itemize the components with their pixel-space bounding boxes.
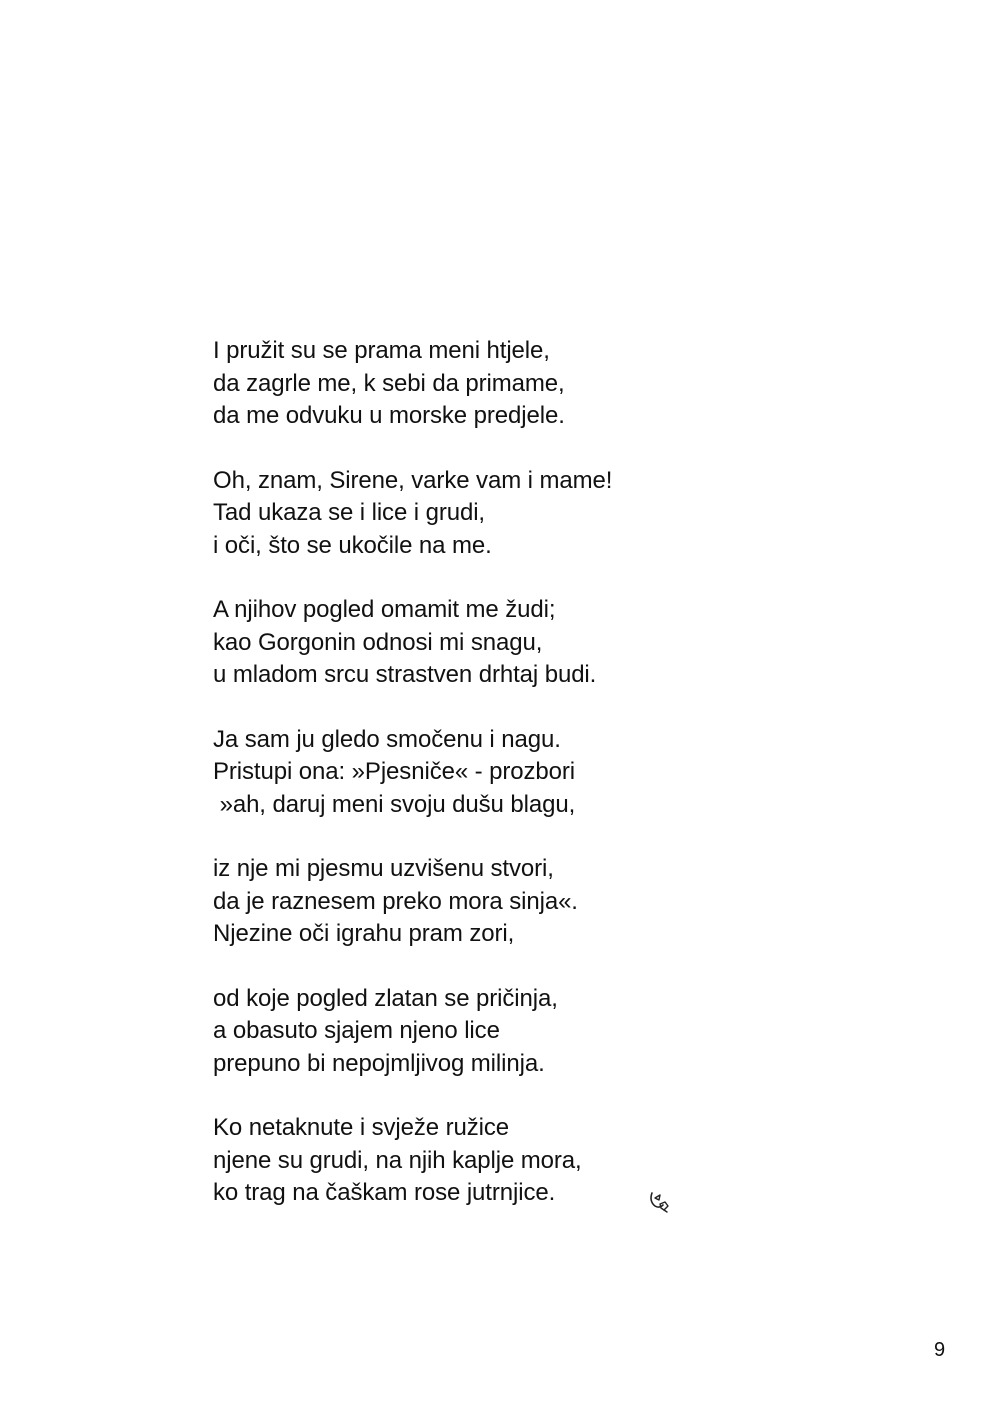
poem-line: prepuno bi nepojmljivog milinja. <box>213 1049 545 1077</box>
page-number: 9 <box>934 1339 946 1361</box>
poem-line: njene su grudi, na njih kaplje mora, <box>213 1146 582 1174</box>
poem-line: I pružit su se prama meni htjele, <box>213 337 550 364</box>
poem-line: od koje pogled zlatan se pričinja, <box>213 984 558 1012</box>
poem-line: Oh, znam, Sirene, varke vam i mame! <box>213 466 613 494</box>
poem-line: ko trag na čaškam rose jutrnjice. <box>213 1179 556 1206</box>
stanza-1 <box>213 335 773 433</box>
poem-line: da me odvuku u morske predjele. <box>213 402 565 429</box>
stanza-2 <box>213 465 773 563</box>
poem-line: »ah, daruj meni svoju dušu blagu, <box>213 790 576 818</box>
poem-line: A njihov pogled omamit me žudi; <box>213 596 556 623</box>
poem-line: da zagrle me, k sebi da primame, <box>213 369 565 397</box>
stanza-6 <box>213 983 773 1081</box>
poem-line: Pristupi ona: »Pjesniče« - prozbori <box>213 758 576 785</box>
stanza-5 <box>213 853 773 951</box>
poem-line: i oči, što se ukočile na me. <box>213 531 492 559</box>
poem-line: Ja sam ju gledo smočenu i nagu. <box>213 725 561 753</box>
poem-line: da je raznesem preko mora sinja«. <box>213 887 578 915</box>
poem <box>213 335 773 1242</box>
poem-line: u mladom srcu strastven drhtaj budi. <box>213 661 597 688</box>
poem-line: Njezine oči igrahu pram zori, <box>213 920 515 947</box>
poem-line: iz nje mi pjesmu uzvišenu stvori, <box>213 855 554 882</box>
poem-line: kao Gorgonin odnosi mi snagu, <box>213 628 543 656</box>
poem-line: Tad ukaza se i lice i grudi, <box>213 499 486 526</box>
stanza-4 <box>213 724 773 822</box>
stanza-3 <box>213 594 773 692</box>
poem-line: a obasuto sjajem njeno lice <box>213 1017 500 1044</box>
fleuron-icon <box>646 1190 672 1216</box>
stanza-7 <box>213 1112 773 1210</box>
poem-line: Ko netaknute i svježe ružice <box>213 1114 510 1141</box>
